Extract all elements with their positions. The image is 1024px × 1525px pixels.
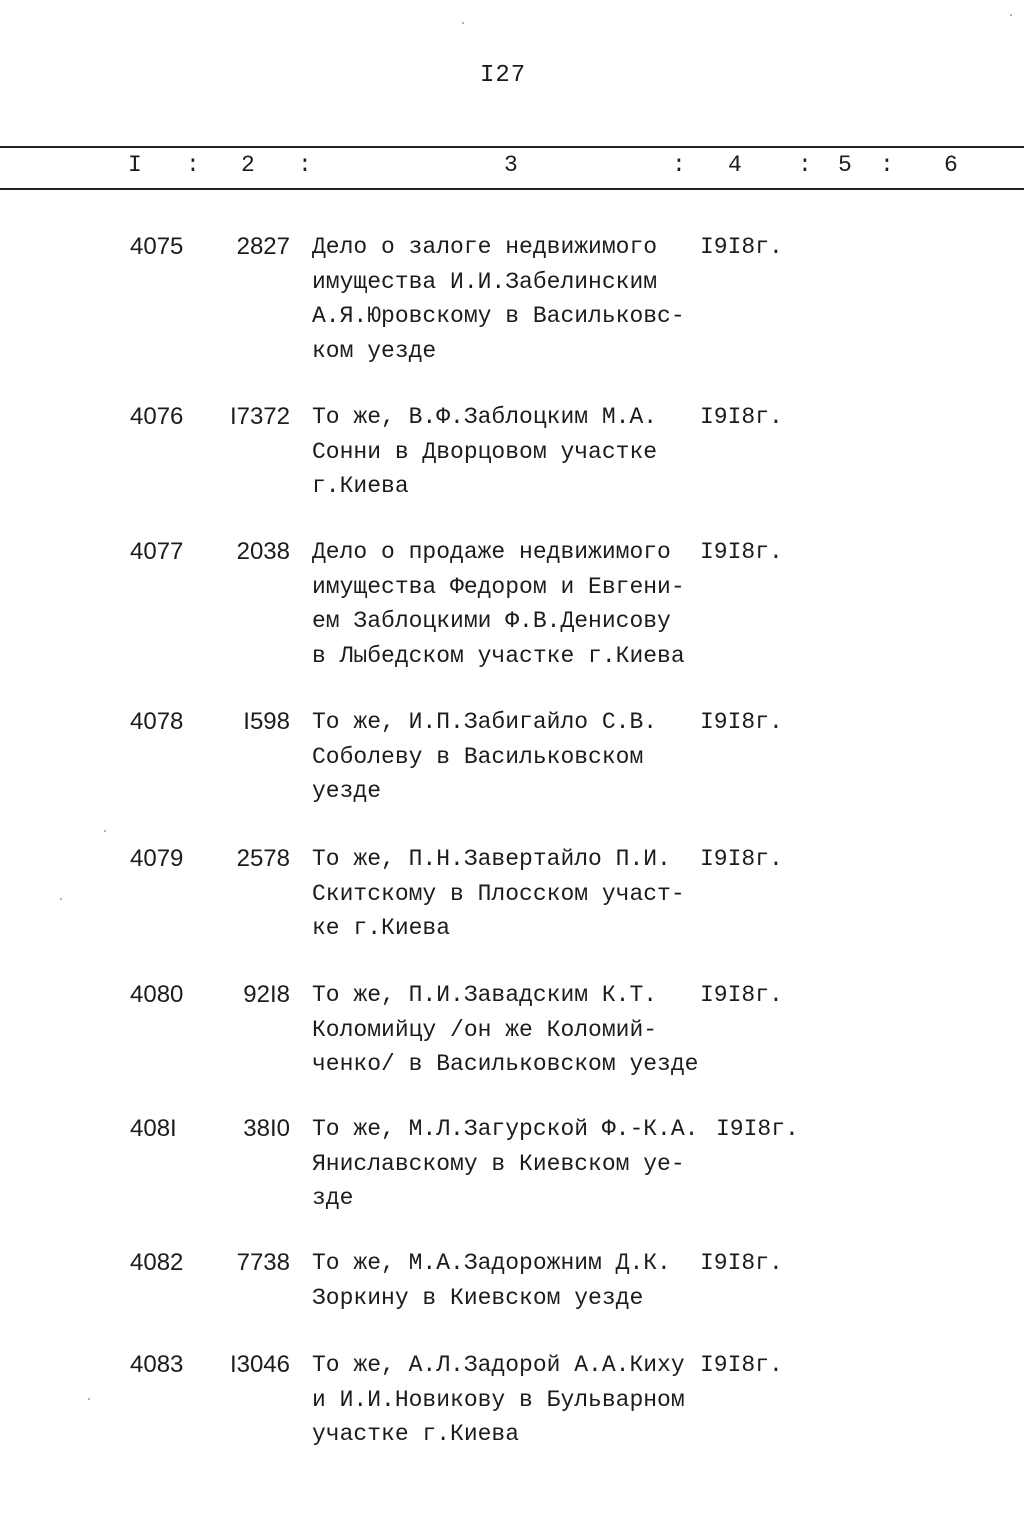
- file-number: 38I0: [243, 1115, 290, 1142]
- inventory-number: 408I: [130, 1115, 177, 1142]
- page-number: I27: [480, 62, 527, 89]
- col-separator: :: [798, 152, 812, 178]
- case-description: То же, И.П.Забигайло С.В. Соболеву в Васильковском уезде: [312, 709, 658, 804]
- col-separator: :: [186, 152, 200, 178]
- file-number: 7738: [236, 1249, 290, 1276]
- inventory-number: 4083: [130, 1351, 184, 1378]
- file-number: 2038: [236, 538, 290, 565]
- case-description: Дело о залоге недвижимого имущества И.И.Забелинским А.Я.Юровскому в Васильковс- ком уезде: [312, 234, 685, 364]
- case-description: То же, В.Ф.Заблоцким М.А. Сонни в Дворцовом участке г.Киева: [312, 404, 658, 499]
- scan-speck: [462, 22, 464, 24]
- col-header-5: 5: [838, 152, 852, 178]
- col-header-4: 4: [728, 152, 742, 178]
- file-number: 92I8: [243, 981, 290, 1008]
- scan-speck: [60, 898, 62, 900]
- case-date: I9I8г.: [700, 982, 783, 1008]
- inventory-number: 4082: [130, 1249, 184, 1276]
- header-bottom-rule: [0, 188, 1024, 190]
- inventory-number: 4078: [130, 708, 184, 735]
- scan-speck: [104, 830, 106, 832]
- col-header-2: 2: [241, 152, 255, 178]
- col-header-6: 6: [944, 152, 958, 178]
- inventory-number: 4076: [130, 403, 184, 430]
- inventory-number: 4077: [130, 538, 184, 565]
- case-description: То же, П.Н.Завертайло П.И. Скитскому в Плосском участ- ке г.Киева: [312, 846, 685, 941]
- case-description: То же, М.Л.Загурской Ф.-К.А. Яниславскому в Киевском уе- зде: [312, 1116, 699, 1211]
- case-date: I9I8г.: [700, 846, 783, 872]
- col-header-1: I: [128, 152, 142, 178]
- col-separator: :: [298, 152, 312, 178]
- col-separator: :: [672, 152, 686, 178]
- case-date: I9I8г.: [700, 1352, 783, 1378]
- case-description: То же, М.А.Задорожним Д.К. Зоркину в Киевском уезде: [312, 1250, 671, 1311]
- case-date: I9I8г.: [700, 234, 783, 260]
- scan-speck: [1010, 14, 1012, 16]
- file-number: I598: [243, 708, 290, 735]
- inventory-number: 4075: [130, 233, 184, 260]
- col-header-3: 3: [504, 152, 518, 178]
- file-number: I3046: [229, 1351, 290, 1378]
- file-number: 2578: [236, 845, 290, 872]
- case-description: То же, П.И.Завадским К.Т. Коломийцу /он же Коломий- ченко/ в Васильковском уезде: [312, 982, 699, 1077]
- case-date: I9I8г.: [700, 1250, 783, 1276]
- case-date: I9I8г.: [716, 1116, 799, 1142]
- inventory-number: 4079: [130, 845, 184, 872]
- case-description: То же, А.Л.Задорой А.А.Киху и И.И.Новикову в Бульварном участке г.Киева: [312, 1352, 685, 1447]
- header-top-rule: [0, 146, 1024, 148]
- file-number: 2827: [236, 233, 290, 260]
- case-description: Дело о продаже недвижимого имущества Федором и Евгени- ем Заблоцкими Ф.В.Денисову в Лыбедском участке г.Киева: [312, 539, 685, 669]
- case-date: I9I8г.: [700, 404, 783, 430]
- case-date: I9I8г.: [700, 539, 783, 565]
- col-separator: :: [880, 152, 894, 178]
- scan-speck: [88, 1398, 90, 1400]
- file-number: I7372: [229, 403, 290, 430]
- inventory-number: 4080: [130, 981, 184, 1008]
- case-date: I9I8г.: [700, 709, 783, 735]
